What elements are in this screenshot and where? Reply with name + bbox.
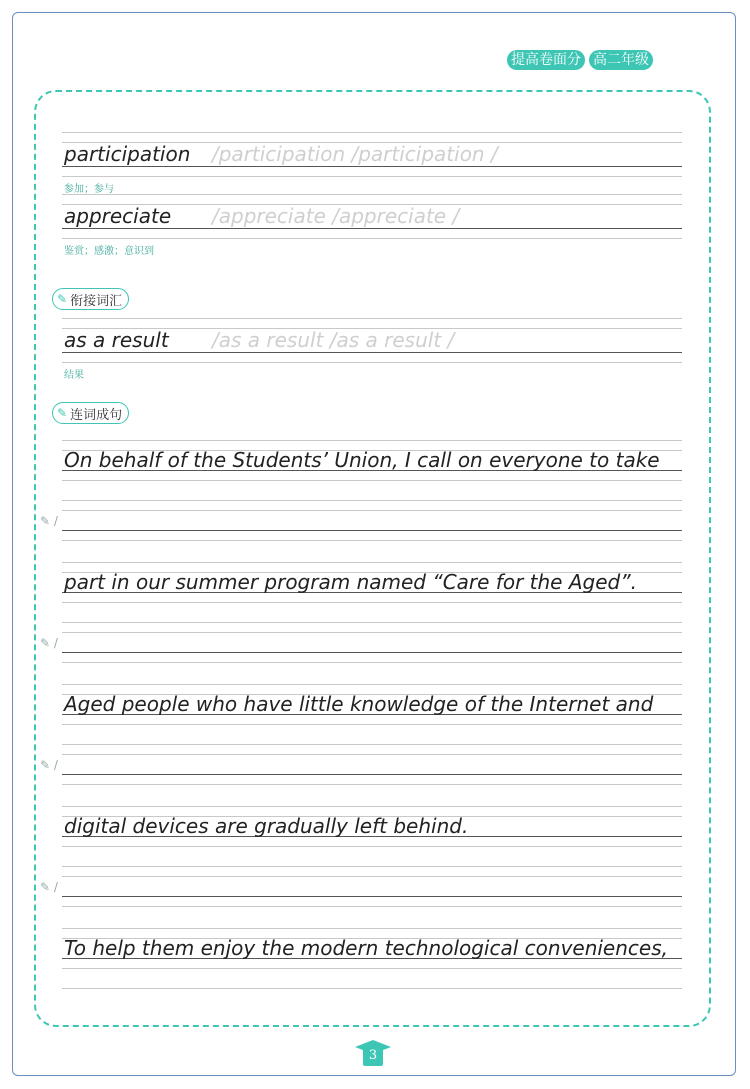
- linking-trace: /as a result /as a result /: [212, 328, 455, 352]
- section-label: 连词成句: [70, 407, 123, 423]
- sentence-text: Aged people who have little knowledge of the Internet and: [64, 692, 654, 716]
- pencil-icon: ✎ /: [40, 880, 58, 894]
- pencil-icon: ✎: [57, 406, 68, 420]
- page-number-value: 3: [363, 1046, 383, 1066]
- page-number: [355, 1040, 391, 1068]
- content-frame: [34, 90, 711, 1027]
- sentence-text: On behalf of the Students’ Union, I call on everyone to take: [64, 448, 660, 472]
- sentence-text: To help them enjoy the modern technological conveniences,: [64, 936, 668, 960]
- vocab-trace: /participation /participation /: [212, 142, 498, 166]
- linking-word: as a result: [64, 328, 169, 352]
- sentence-text: part in our summer program named “Care for the Aged”.: [64, 570, 637, 594]
- pencil-icon: ✎: [57, 292, 68, 306]
- pencil-icon: ✎ /: [40, 758, 58, 772]
- vocab-gloss: 参加；参与: [64, 184, 114, 195]
- sentence-text: digital devices are gradually left behind.: [64, 814, 469, 838]
- badge-grade: 高二年级: [589, 50, 653, 70]
- section-header-sentences: [52, 402, 129, 424]
- section-header-linking: [52, 288, 129, 310]
- grade-badge: [507, 50, 653, 70]
- section-label: 衔接词汇: [70, 293, 123, 309]
- pencil-icon: ✎ /: [40, 514, 58, 528]
- vocab-gloss: 鉴赏；感激；意识到: [64, 246, 154, 257]
- pencil-icon: ✎ /: [40, 636, 58, 650]
- linking-gloss: 结果: [64, 370, 84, 381]
- vocab-word: appreciate: [64, 204, 172, 228]
- vocab-trace: /appreciate /appreciate /: [212, 204, 460, 228]
- vocab-word: participation: [64, 142, 191, 166]
- badge-title: 提高卷面分: [507, 50, 585, 70]
